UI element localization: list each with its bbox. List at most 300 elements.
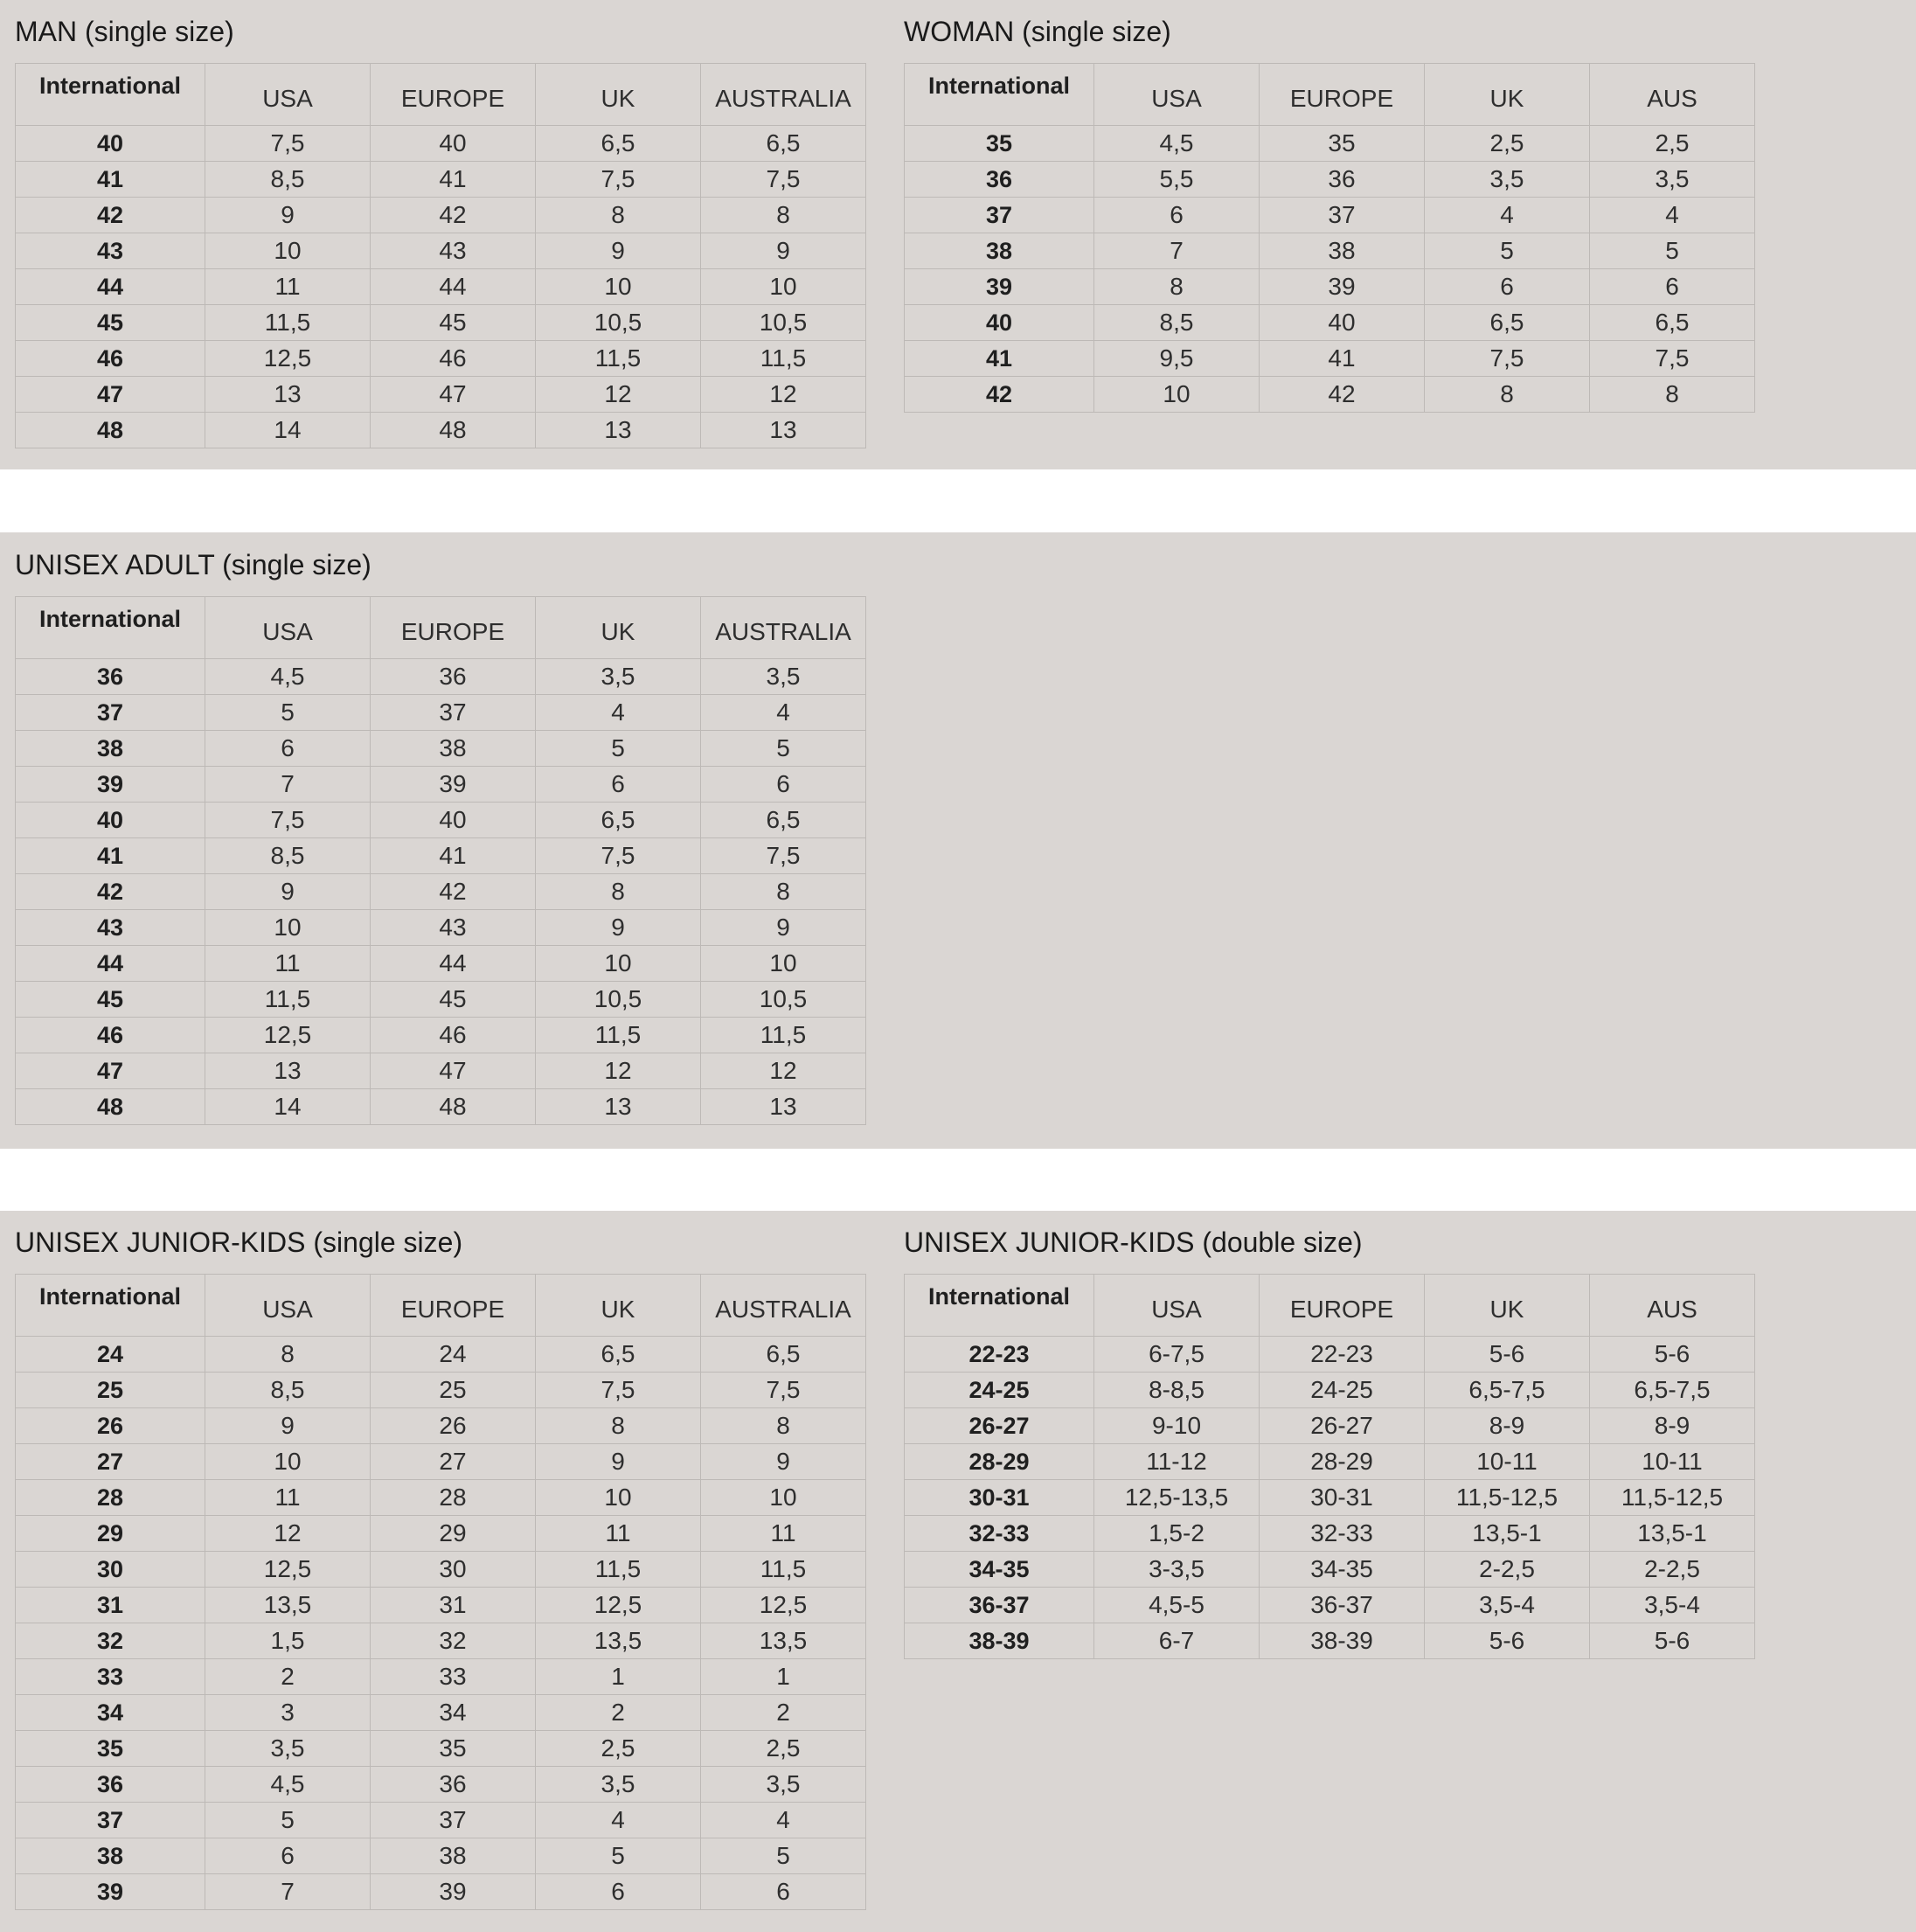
size-cell: 3-3,5	[1094, 1552, 1260, 1588]
junior-single-size-table	[15, 1274, 866, 1910]
table-row	[16, 413, 866, 448]
size-cell: 6	[1425, 269, 1590, 305]
size-cell: 8	[205, 1337, 371, 1373]
junior-double-size-section	[904, 1211, 1755, 1659]
size-cell: 7	[205, 1874, 371, 1910]
size-cell: 25	[371, 1373, 536, 1408]
size-cell: 2	[536, 1695, 701, 1731]
size-cell: 6,5	[701, 803, 866, 838]
size-cell: 28-29	[1260, 1444, 1425, 1480]
size-cell: 8	[1094, 269, 1260, 305]
column-header: USA	[1094, 1275, 1260, 1337]
international-size-cell: 42	[16, 874, 205, 910]
size-cell: 9	[205, 198, 371, 233]
international-size-cell: 37	[16, 695, 205, 731]
column-header: UK	[1425, 64, 1590, 126]
table-row	[16, 767, 866, 803]
size-cell: 6	[205, 1838, 371, 1874]
size-cell: 37	[1260, 198, 1425, 233]
size-cell: 42	[371, 874, 536, 910]
size-cell: 38	[371, 731, 536, 767]
table-row	[16, 1588, 866, 1623]
table-row	[16, 1480, 866, 1516]
size-cell: 6	[1094, 198, 1260, 233]
size-cell: 3,5	[701, 1767, 866, 1803]
international-size-cell: 42	[16, 198, 205, 233]
size-cell: 11,5	[205, 305, 371, 341]
size-cell: 10-11	[1425, 1444, 1590, 1480]
table-row	[16, 305, 866, 341]
size-cell: 7,5	[701, 838, 866, 874]
size-cell: 12	[701, 377, 866, 413]
size-cell: 8	[1590, 377, 1755, 413]
size-cell: 39	[1260, 269, 1425, 305]
junior-double-size-table	[904, 1274, 1755, 1659]
size-cell: 34-35	[1260, 1552, 1425, 1588]
table-row	[905, 341, 1755, 377]
size-cell: 9	[701, 1444, 866, 1480]
junior-single-size-section	[15, 1211, 866, 1910]
size-cell: 7,5	[536, 838, 701, 874]
size-cell: 8,5	[205, 838, 371, 874]
table-header-row	[16, 597, 866, 659]
size-cell: 1	[536, 1659, 701, 1695]
size-cell: 42	[371, 198, 536, 233]
unisex-adult-size-section	[15, 533, 866, 1125]
international-size-cell: 25	[16, 1373, 205, 1408]
size-cell: 11,5	[536, 1552, 701, 1588]
international-size-cell: 45	[16, 305, 205, 341]
size-cell: 7,5	[536, 162, 701, 198]
table-row	[16, 1838, 866, 1874]
table-row	[16, 1516, 866, 1552]
size-cell: 2,5	[701, 1731, 866, 1767]
international-size-cell: 24-25	[905, 1373, 1094, 1408]
size-cell: 11,5-12,5	[1590, 1480, 1755, 1516]
size-cell: 3,5	[205, 1731, 371, 1767]
table-row	[905, 269, 1755, 305]
table-row	[16, 1659, 866, 1695]
size-cell: 35	[1260, 126, 1425, 162]
international-size-cell: 40	[905, 305, 1094, 341]
international-size-cell: 47	[16, 377, 205, 413]
column-header: International	[905, 1275, 1094, 1337]
size-cell: 27	[371, 1444, 536, 1480]
size-cell: 12	[536, 377, 701, 413]
size-cell: 12,5	[205, 1018, 371, 1053]
table-row	[16, 1408, 866, 1444]
column-header: EUROPE	[371, 64, 536, 126]
table-row	[905, 1373, 1755, 1408]
international-size-cell: 37	[905, 198, 1094, 233]
international-size-cell: 42	[905, 377, 1094, 413]
size-cell: 5	[1590, 233, 1755, 269]
international-size-cell: 30-31	[905, 1480, 1094, 1516]
size-cell: 36	[371, 659, 536, 695]
size-cell: 5-6	[1425, 1337, 1590, 1373]
size-cell: 8,5	[205, 1373, 371, 1408]
size-cell: 3,5-4	[1590, 1588, 1755, 1623]
table-row	[16, 162, 866, 198]
table-row	[16, 233, 866, 269]
size-cell: 43	[371, 233, 536, 269]
table-row	[16, 1874, 866, 1910]
international-size-cell: 38	[16, 1838, 205, 1874]
table-row	[16, 803, 866, 838]
size-cell: 4,5	[205, 1767, 371, 1803]
size-cell: 7,5	[701, 1373, 866, 1408]
size-cell: 8,5	[205, 162, 371, 198]
man-size-section	[15, 0, 866, 448]
size-cell: 10	[701, 269, 866, 305]
size-cell: 44	[371, 946, 536, 982]
international-size-cell: 38	[16, 731, 205, 767]
size-cell: 10	[701, 1480, 866, 1516]
international-size-cell: 34-35	[905, 1552, 1094, 1588]
size-cell: 4	[536, 695, 701, 731]
size-cell: 4,5	[205, 659, 371, 695]
size-cell: 9-10	[1094, 1408, 1260, 1444]
size-cell: 2,5	[1425, 126, 1590, 162]
size-cell: 37	[371, 1803, 536, 1838]
size-cell: 24	[371, 1337, 536, 1373]
international-size-cell: 48	[16, 413, 205, 448]
column-header: AUSTRALIA	[701, 597, 866, 659]
size-cell: 39	[371, 767, 536, 803]
size-cell: 9	[536, 1444, 701, 1480]
size-cell: 3,5-4	[1425, 1588, 1590, 1623]
table-row	[905, 233, 1755, 269]
size-cell: 8-9	[1590, 1408, 1755, 1444]
size-cell: 1,5	[205, 1623, 371, 1659]
size-cell: 5	[536, 731, 701, 767]
size-cell: 10,5	[536, 982, 701, 1018]
size-cell: 34	[371, 1695, 536, 1731]
size-cell: 40	[371, 803, 536, 838]
column-header: USA	[205, 1275, 371, 1337]
size-cell: 32-33	[1260, 1516, 1425, 1552]
size-cell: 9	[205, 1408, 371, 1444]
unisex-adult-size-table	[15, 596, 866, 1125]
size-cell: 13	[205, 1053, 371, 1089]
size-cell: 6,5	[1590, 305, 1755, 341]
table-row	[905, 1552, 1755, 1588]
size-cell: 10	[536, 946, 701, 982]
size-cell: 6,5	[536, 1337, 701, 1373]
column-header: USA	[1094, 64, 1260, 126]
table-row	[905, 305, 1755, 341]
international-size-cell: 38	[905, 233, 1094, 269]
size-cell: 10	[1094, 377, 1260, 413]
size-cell: 13,5	[701, 1623, 866, 1659]
size-cell: 9	[205, 874, 371, 910]
size-cell: 3,5	[536, 1767, 701, 1803]
table-row	[16, 659, 866, 695]
international-size-cell: 28	[16, 1480, 205, 1516]
international-size-cell: 41	[16, 162, 205, 198]
size-cell: 35	[371, 1731, 536, 1767]
table-row	[905, 1480, 1755, 1516]
table-header-row	[905, 1275, 1755, 1337]
size-cell: 47	[371, 1053, 536, 1089]
size-cell: 8	[701, 874, 866, 910]
table-row	[16, 341, 866, 377]
table-row	[16, 695, 866, 731]
size-cell: 40	[371, 126, 536, 162]
section-title: UNISEX ADULT (single size)	[15, 549, 371, 580]
size-cell: 30	[371, 1552, 536, 1588]
size-cell: 36-37	[1260, 1588, 1425, 1623]
table-row	[905, 1588, 1755, 1623]
size-cell: 38-39	[1260, 1623, 1425, 1659]
column-header: EUROPE	[371, 1275, 536, 1337]
size-cell: 11,5	[536, 1018, 701, 1053]
table-row	[16, 1337, 866, 1373]
size-cell: 10	[536, 1480, 701, 1516]
size-cell: 10	[205, 233, 371, 269]
man-size-table	[15, 63, 866, 448]
table-row	[905, 377, 1755, 413]
international-size-cell: 46	[16, 1018, 205, 1053]
size-cell: 6,5	[1425, 305, 1590, 341]
column-header: USA	[205, 64, 371, 126]
table-row	[905, 1444, 1755, 1480]
size-cell: 10	[536, 269, 701, 305]
size-cell: 13,5	[205, 1588, 371, 1623]
column-header: EUROPE	[1260, 1275, 1425, 1337]
size-cell: 8	[701, 1408, 866, 1444]
size-cell: 29	[371, 1516, 536, 1552]
size-cell: 6	[205, 731, 371, 767]
size-cell: 2	[701, 1695, 866, 1731]
size-cell: 13,5-1	[1425, 1516, 1590, 1552]
table-row	[16, 1053, 866, 1089]
international-size-cell: 30	[16, 1552, 205, 1588]
size-cell: 7,5	[205, 803, 371, 838]
size-cell: 32	[371, 1623, 536, 1659]
column-header: UK	[536, 597, 701, 659]
column-header: UK	[536, 1275, 701, 1337]
size-cell: 13	[536, 1089, 701, 1125]
size-cell: 46	[371, 1018, 536, 1053]
size-cell: 5	[701, 731, 866, 767]
international-size-cell: 31	[16, 1588, 205, 1623]
international-size-cell: 48	[16, 1089, 205, 1125]
table-row	[16, 1018, 866, 1053]
size-cell: 13,5-1	[1590, 1516, 1755, 1552]
international-size-cell: 43	[16, 233, 205, 269]
size-cell: 10,5	[701, 305, 866, 341]
table-row	[16, 126, 866, 162]
size-cell: 4	[1425, 198, 1590, 233]
international-size-cell: 44	[16, 269, 205, 305]
size-cell: 5-6	[1590, 1337, 1755, 1373]
size-cell: 48	[371, 413, 536, 448]
size-cell: 7,5	[536, 1373, 701, 1408]
size-cell: 8	[536, 1408, 701, 1444]
size-cell: 48	[371, 1089, 536, 1125]
table-row	[16, 1373, 866, 1408]
international-size-cell: 41	[905, 341, 1094, 377]
size-cell: 3,5	[1425, 162, 1590, 198]
size-cell: 5	[536, 1838, 701, 1874]
column-header: International	[16, 64, 205, 126]
woman-size-table	[904, 63, 1755, 413]
size-cell: 11,5	[701, 341, 866, 377]
international-size-cell: 36-37	[905, 1588, 1094, 1623]
size-cell: 4	[1590, 198, 1755, 233]
table-row	[905, 1516, 1755, 1552]
size-cell: 6-7	[1094, 1623, 1260, 1659]
size-cell: 8	[536, 198, 701, 233]
size-cell: 28	[371, 1480, 536, 1516]
size-cell: 13	[701, 413, 866, 448]
international-size-cell: 35	[905, 126, 1094, 162]
size-cell: 5	[1425, 233, 1590, 269]
size-cell: 12,5	[536, 1588, 701, 1623]
size-cell: 11,5	[205, 982, 371, 1018]
column-header: AUS	[1590, 1275, 1755, 1337]
international-size-cell: 39	[16, 1874, 205, 1910]
international-size-cell: 46	[16, 341, 205, 377]
international-size-cell: 36	[16, 659, 205, 695]
table-row	[16, 1623, 866, 1659]
section-title: UNISEX JUNIOR-KIDS (single size)	[15, 1227, 463, 1258]
international-size-cell: 26-27	[905, 1408, 1094, 1444]
size-cell: 11	[205, 269, 371, 305]
table-row	[16, 982, 866, 1018]
size-cell: 13	[536, 413, 701, 448]
table-header-row	[16, 1275, 866, 1337]
size-cell: 6	[701, 767, 866, 803]
size-cell: 41	[371, 162, 536, 198]
table-row	[905, 198, 1755, 233]
table-row	[16, 731, 866, 767]
international-size-cell: 41	[16, 838, 205, 874]
size-cell: 6,5	[536, 126, 701, 162]
international-size-cell: 39	[16, 767, 205, 803]
international-size-cell: 26	[16, 1408, 205, 1444]
size-cell: 8	[701, 198, 866, 233]
size-cell: 4	[536, 1803, 701, 1838]
size-cell: 26	[371, 1408, 536, 1444]
size-cell: 1	[701, 1659, 866, 1695]
column-header: AUSTRALIA	[701, 1275, 866, 1337]
size-cell: 3,5	[1590, 162, 1755, 198]
column-header: AUSTRALIA	[701, 64, 866, 126]
size-cell: 7,5	[701, 162, 866, 198]
size-cell: 11	[536, 1516, 701, 1552]
table-row	[16, 1731, 866, 1767]
size-cell: 14	[205, 413, 371, 448]
table-row	[16, 198, 866, 233]
size-cell: 47	[371, 377, 536, 413]
size-cell: 38	[371, 1838, 536, 1874]
international-size-cell: 36	[16, 1767, 205, 1803]
size-cell: 8-9	[1425, 1408, 1590, 1444]
section-title: WOMAN (single size)	[904, 16, 1171, 47]
size-cell: 11,5	[701, 1552, 866, 1588]
size-cell: 10	[701, 946, 866, 982]
size-cell: 6,5-7,5	[1425, 1373, 1590, 1408]
size-cell: 10	[205, 910, 371, 946]
size-cell: 5-6	[1590, 1623, 1755, 1659]
table-header-row	[16, 64, 866, 126]
size-cell: 6	[701, 1874, 866, 1910]
size-cell: 43	[371, 910, 536, 946]
size-cell: 6,5-7,5	[1590, 1373, 1755, 1408]
table-row	[905, 1623, 1755, 1659]
size-cell: 36	[371, 1767, 536, 1803]
size-cell: 12	[701, 1053, 866, 1089]
size-cell: 7,5	[1590, 341, 1755, 377]
size-cell: 9	[701, 910, 866, 946]
table-row	[16, 269, 866, 305]
size-cell: 44	[371, 269, 536, 305]
size-cell: 5	[701, 1838, 866, 1874]
size-cell: 11	[205, 946, 371, 982]
table-row	[16, 874, 866, 910]
size-cell: 22-23	[1260, 1337, 1425, 1373]
size-cell: 11,5	[701, 1018, 866, 1053]
size-cell: 2,5	[536, 1731, 701, 1767]
international-size-cell: 29	[16, 1516, 205, 1552]
size-cell: 12,5-13,5	[1094, 1480, 1260, 1516]
international-size-cell: 38-39	[905, 1623, 1094, 1659]
size-cell: 10,5	[536, 305, 701, 341]
column-header: UK	[1425, 1275, 1590, 1337]
international-size-cell: 24	[16, 1337, 205, 1373]
table-row	[905, 1337, 1755, 1373]
international-size-cell: 39	[905, 269, 1094, 305]
size-cell: 9	[536, 233, 701, 269]
size-cell: 40	[1260, 305, 1425, 341]
column-header: USA	[205, 597, 371, 659]
table-row	[16, 377, 866, 413]
size-cell: 46	[371, 341, 536, 377]
size-cell: 5	[205, 695, 371, 731]
international-size-cell: 32	[16, 1623, 205, 1659]
size-cell: 3	[205, 1695, 371, 1731]
table-header-row	[905, 64, 1755, 126]
size-cell: 6-7,5	[1094, 1337, 1260, 1373]
size-cell: 7,5	[205, 126, 371, 162]
column-header: UK	[536, 64, 701, 126]
table-row	[905, 162, 1755, 198]
international-size-cell: 32-33	[905, 1516, 1094, 1552]
size-cell: 7	[205, 767, 371, 803]
table-row	[16, 1767, 866, 1803]
international-size-cell: 35	[16, 1731, 205, 1767]
size-cell: 8	[1425, 377, 1590, 413]
international-size-cell: 27	[16, 1444, 205, 1480]
size-cell: 5-6	[1425, 1623, 1590, 1659]
size-cell: 8	[536, 874, 701, 910]
size-cell: 7,5	[1425, 341, 1590, 377]
size-cell: 12,5	[205, 1552, 371, 1588]
column-header: International	[16, 597, 205, 659]
size-cell: 2-2,5	[1425, 1552, 1590, 1588]
size-cell: 11,5	[536, 341, 701, 377]
section-title: MAN (single size)	[15, 16, 234, 47]
size-cell: 13	[701, 1089, 866, 1125]
table-row	[16, 1089, 866, 1125]
international-size-cell: 40	[16, 126, 205, 162]
size-cell: 10-11	[1590, 1444, 1755, 1480]
size-cell: 24-25	[1260, 1373, 1425, 1408]
column-header: International	[16, 1275, 205, 1337]
size-cell: 26-27	[1260, 1408, 1425, 1444]
